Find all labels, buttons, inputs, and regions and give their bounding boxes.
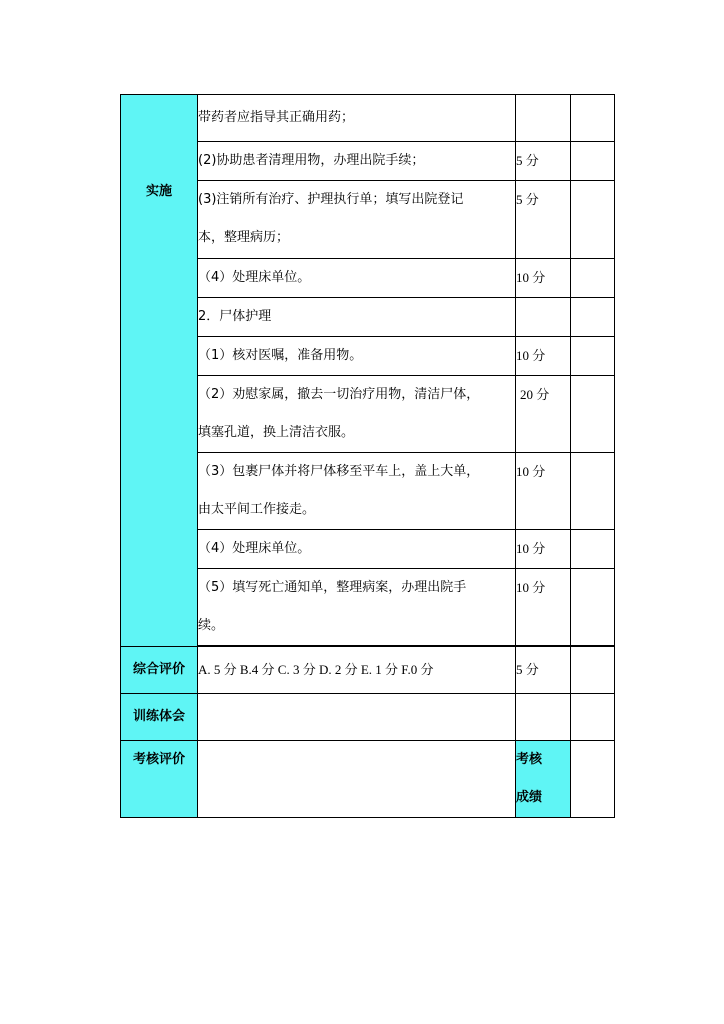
item-text: （3）包裹尸体并将尸体移至平车上，盖上大单， 由太平间工作接走。: [198, 453, 516, 530]
table-row: [121, 741, 615, 818]
category-cell-assessment: [121, 741, 198, 818]
item-text: （2）劝慰家属，撤去一切治疗用物，清洁尸体， 填塞孔道，换上清洁衣服。: [198, 376, 516, 453]
item-score: 5 分: [516, 181, 571, 259]
item-text: (2)协助患者清理用物，办理出院手续；: [198, 142, 516, 181]
item-text: （5）填写死亡通知单，整理病案，办理出院手 续。: [198, 569, 516, 646]
table-row: [121, 647, 615, 694]
grade-value-cell: [571, 741, 615, 818]
item-text: (3)注销所有治疗、护理执行单；填写出院登记 本，整理病历；: [198, 181, 516, 259]
grade-label-cell: [516, 741, 571, 818]
table-row: [121, 95, 615, 142]
table-row: [121, 694, 615, 741]
extra-cell: [571, 530, 615, 569]
extra-cell: [571, 569, 615, 646]
assessment-content: [198, 741, 516, 818]
extra-cell: [571, 95, 615, 142]
item-score: 10 分: [516, 453, 571, 530]
extra-cell: [571, 376, 615, 453]
category-label: 综合评价: [132, 662, 185, 677]
category-label: 训练体会: [132, 709, 185, 724]
extra-cell: [571, 259, 615, 298]
item-text: （1）核对医嘱，准备用物。: [198, 337, 516, 376]
section-heading: 2．尸体护理: [198, 298, 516, 337]
extra-cell: [571, 298, 615, 337]
item-text: 带药者应指导其正确用药；: [198, 95, 516, 142]
grade-label: 成绩: [516, 790, 543, 805]
item-score: 10 分: [516, 569, 571, 646]
extra-cell: [571, 181, 615, 259]
item-text: （4）处理床单位。: [198, 259, 516, 298]
item-score: 20 分: [516, 376, 571, 453]
category-cell-training: [121, 694, 198, 741]
overall-options: A. 5 分 B.4 分 C. 3 分 D. 2 分 E. 1 分 F.0 分: [198, 647, 516, 694]
item-score: 10 分: [516, 530, 571, 569]
grade-label: 考核: [516, 752, 543, 767]
extra-cell: [571, 453, 615, 530]
category-cell-implementation: [121, 95, 198, 647]
training-score: [516, 694, 571, 741]
overall-score: 5 分: [516, 647, 571, 694]
extra-cell: [571, 337, 615, 376]
extra-cell: [571, 647, 615, 694]
item-score: [516, 95, 571, 142]
evaluation-table: [120, 94, 615, 818]
category-label: 考核评价: [132, 752, 185, 767]
extra-cell: [571, 694, 615, 741]
item-score: 10 分: [516, 337, 571, 376]
training-content: [198, 694, 516, 741]
item-score: 10 分: [516, 259, 571, 298]
item-text: （4）处理床单位。: [198, 530, 516, 569]
item-score: [516, 298, 571, 337]
category-cell-overall: [121, 647, 198, 694]
extra-cell: [571, 142, 615, 181]
item-score: 5 分: [516, 142, 571, 181]
category-label: 实施: [145, 184, 172, 199]
